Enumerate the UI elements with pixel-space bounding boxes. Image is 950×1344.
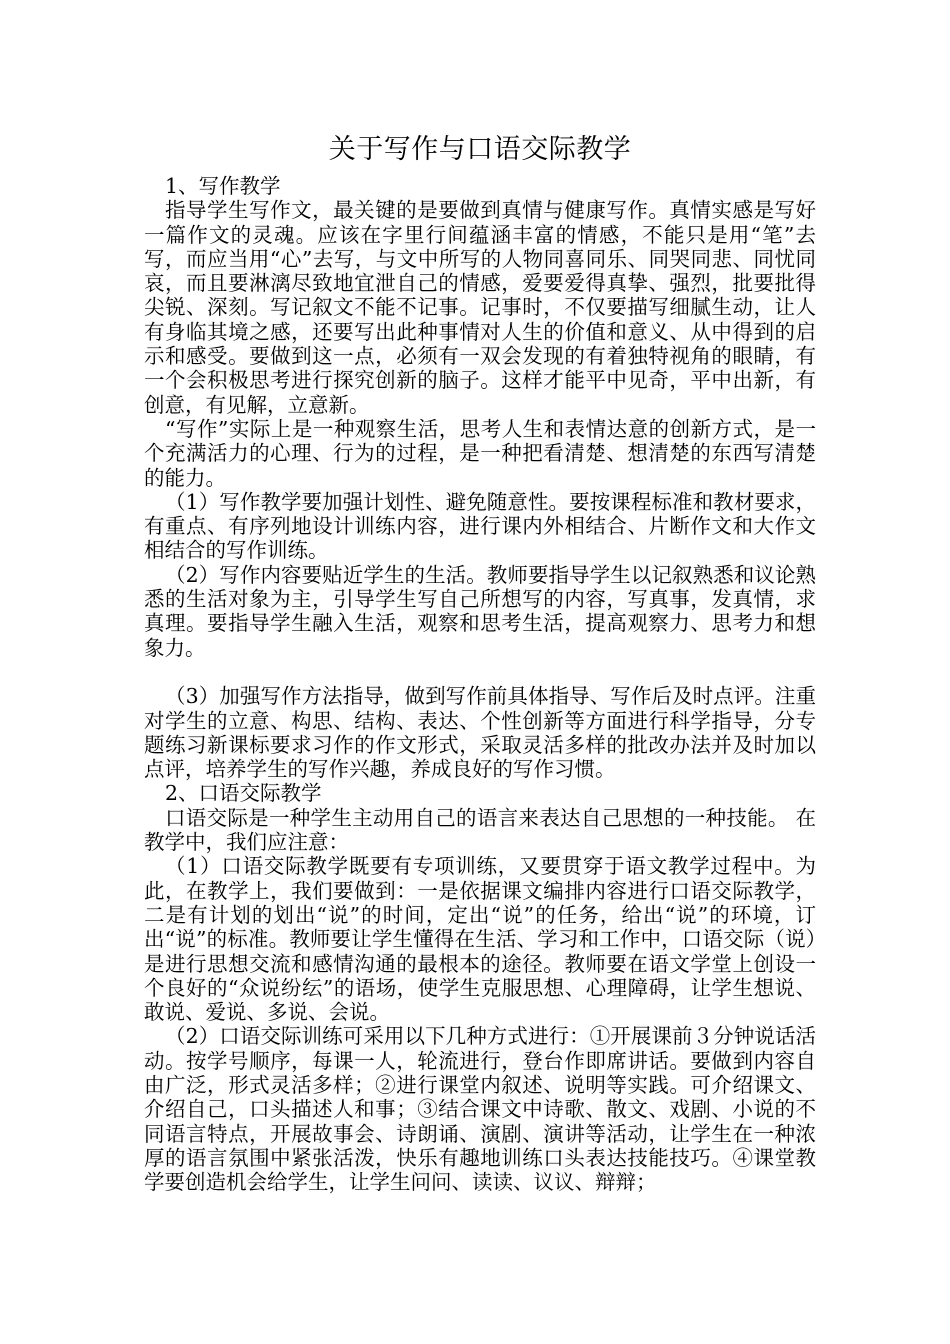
document-page xyxy=(144,126,816,1194)
document-title: 关于写作与口语交际教学 xyxy=(328,134,632,165)
paragraph: 指导学生写作文，最关键的是要做到真情与健康写作。真情实感是写好一篇作文的灵魂。应该在字里行间蕴涵丰富的情感，不能只是用“笔”去写，而应当用“心”去写，与文中所写的人物同喜同乐、同哭同悲、同忧同哀，而且要淋漓尽致地宜泄自己的情感，爱要爱得真挚、强烈，批要批得尖锐、深刻。写记叙文不能不记事。记事时，不仅要描写细腻生动，让人有身临其境之感，还要写出此种事情对人生的价值和意义、从中得到的启示和感受。要做到这一点，必须有一双会发现的有着独特视角的眼睛，有一个会积极思考进行探究创新的脑子。这样才能平中见奇，平中出新，有创意，有见解，立意新。 xyxy=(144,198,816,417)
paragraph: “写作”实际上是一种观察生活，思考人生和表情达意的创新方式，是一个充满活力的心理、行为的过程，是一种把看清楚、想清楚的东西写清楚的能力。 xyxy=(144,416,816,490)
paragraph: （2）写作内容要贴近学生的生活。教师要指导学生以记叙熟悉和议论熟悉的生活对象为主，引导学生写自己所想写的内容，写真事，发真情，求真理。要指导学生融入生活，观察和思考生活，提高观察力、思考力和想象力。 xyxy=(144,562,816,660)
paragraph: （2）口语交际训练可采用以下几种方式进行：①开展课前３分钟说话活动。按学号顺序，每课一人，轮流进行，登台作即席讲话。要做到内容自由广泛，形式灵活多样；②进行课堂内叙述、说明等实践。可介绍课文、介绍自己，口头描述人和事；③结合课文中诗歌、散文、戏剧、小说的不同语言特点，开展故事会、诗朗诵、演剧、演讲等活动，让学生在一种浓厚的语言氛围中紧张活泼，快乐有趣地训练口头表达技能技巧。④课堂教学要创造机会给学生，让学生问问、读读、议议、辩辩； xyxy=(144,1024,816,1195)
paragraph: （1）写作教学要加强计划性、避免随意性。要按课程标准和教材要求，有重点、有序列地设计训练内容，进行课内外相结合、片断作文和大作文相结合的写作训练。 xyxy=(144,489,816,563)
paragraph: 口语交际是一种学生主动用自己的语言来表达自己思想的一种技能。 在教学中，我们应注意： xyxy=(144,805,816,855)
blank-line xyxy=(144,660,816,684)
section-heading-writing: 1、写作教学 xyxy=(165,174,281,198)
paragraph: （1）口语交际教学既要有专项训练，又要贯穿于语文教学过程中。为此，在教学上，我们要做到：一是依据课文编排内容进行口语交际教学，二是有计划的划出“说”的时间，定出“说”的任务，给出“说”的环境，订出“说”的标准。教师要让学生懂得在生活、学习和工作中，口语交际（说）是进行思想交流和感情沟通的最根本的途径。教师要在语文学堂上创设一个良好的“众说纷纭”的语场，使学生克服思想、心理障碍，让学生想说、敢说、爱说、多说、会说。 xyxy=(144,854,816,1025)
section-heading-oral-communication: 2、口语交际教学 xyxy=(165,781,322,806)
paragraph: （3）加强写作方法指导，做到写作前具体指导、写作后及时点评。注重对学生的立意、构思、结构、表达、个性创新等方面进行科学指导，分专题练习新课标要求习作的作文形式，采取灵活多样的批改办法并及时加以点评，培养学生的写作兴趣，养成良好的写作习惯。 xyxy=(144,684,816,782)
